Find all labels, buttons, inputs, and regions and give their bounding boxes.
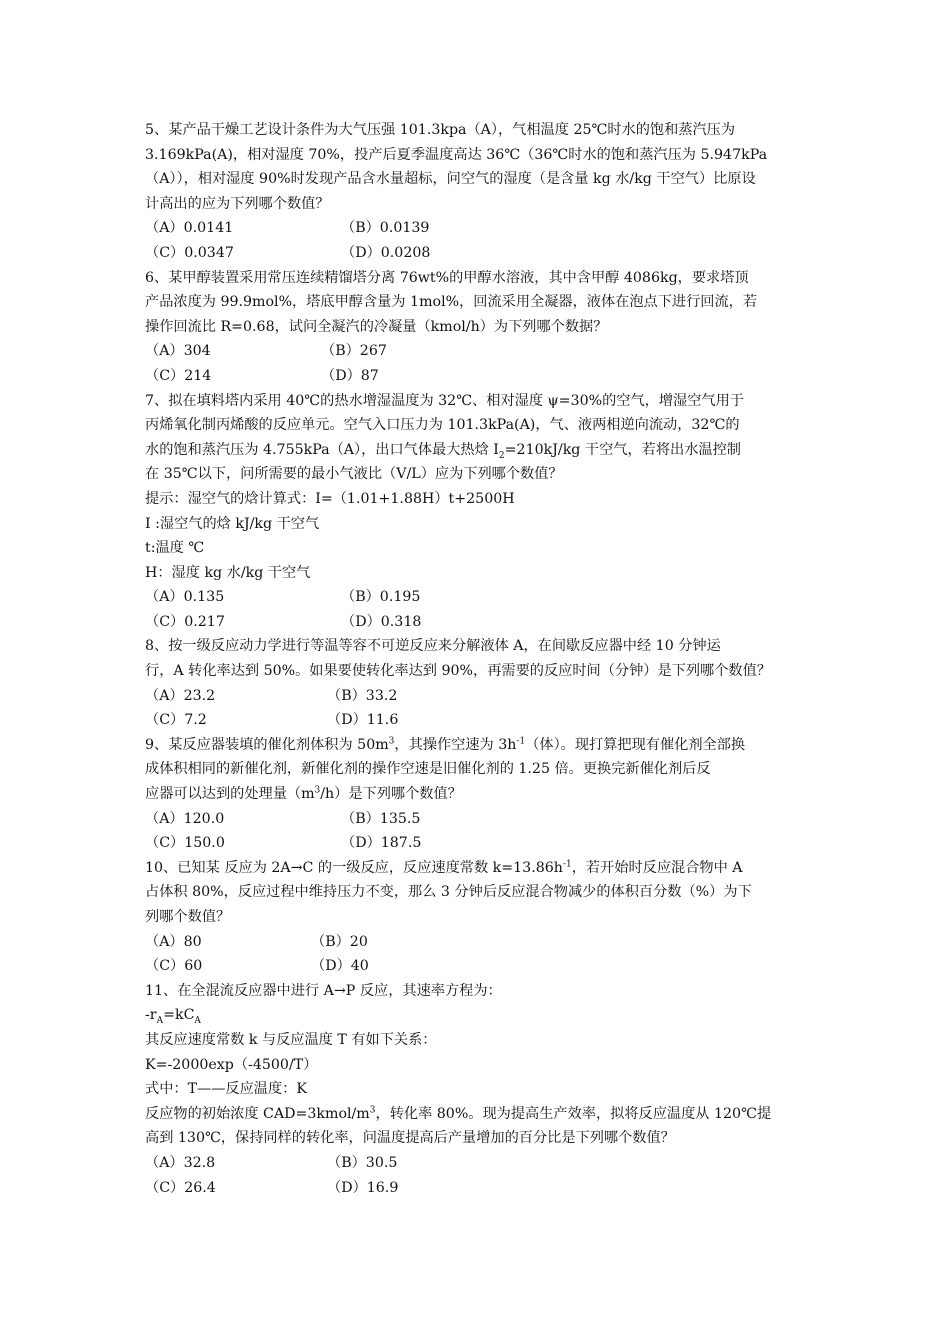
option-b: （B）0.195 — [341, 589, 421, 606]
question-text: 在 35℃以下，问所需要的最小气液比（V/L）应为下列哪个数值？ — [145, 466, 563, 483]
text-segment: 9、某反应器装填的催化剂体积为 50m — [145, 736, 389, 753]
definition-t: t:温度 ℃ — [145, 540, 205, 557]
option-c: （C）150.0 — [145, 835, 225, 852]
option-d: （D）40 — [311, 958, 369, 975]
option-c: （C）0.217 — [145, 613, 225, 630]
text-segment: /h）是下列哪个数值？ — [320, 786, 462, 803]
text-segment: -r — [145, 1007, 157, 1024]
option-c: （C）26.4 — [145, 1179, 216, 1196]
question-text: 操作回流比 R=0.68，试问全凝汽的冷凝量（kmol/h）为下列哪个数据？ — [145, 318, 608, 335]
option-b: （B）30.5 — [327, 1154, 398, 1171]
question-text: 列哪个数值？ — [145, 909, 231, 925]
options-row — [145, 930, 815, 955]
option-b: （B）0.0139 — [341, 220, 430, 237]
question-text: 计高出的应为下列哪个数值？ — [145, 195, 330, 212]
options-row — [145, 1176, 815, 1201]
question-text: 其反应速度常数 k 与反应温度 T 有如下关系： — [145, 1031, 437, 1048]
question-text: 丙烯氧化制丙烯酸的反应单元。空气入口压力为 101.3kPa(A)，气、液两相逆向流动，32℃的 — [145, 417, 740, 434]
question-text: 高到 130℃，保持同样的转化率，问温度提高后产量增加的百分比是下列哪个数值？ — [145, 1130, 675, 1147]
question-5 — [145, 118, 815, 266]
options-row — [145, 831, 815, 856]
question-text: 占体积 80%，反应过程中维持压力不变，那么 3 分钟后反应混合物减少的体积百分数（%）为下 — [145, 884, 752, 901]
option-d: （D）87 — [321, 367, 379, 384]
option-d: （D）16.9 — [327, 1179, 399, 1196]
question-9 — [145, 733, 815, 856]
superscript: -1 — [562, 859, 572, 870]
question-text: 3.169kPa(A)，相对湿度 70%，投产后夏季温度高达 36℃（36℃时水的饱和蒸汽压为 5.947kPa — [145, 146, 768, 163]
question-text: 产品浓度为 99.9mol%，塔底甲醇含量为 1mol%，回流采用全凝器，液体在泡点下进行回流，若 — [145, 294, 758, 311]
text-segment: （体）。现打算把现有催化剂全部换 — [525, 736, 746, 753]
question-text — [145, 438, 815, 463]
text-segment: =210kJ/kg 干空气，若将出水温控制 — [504, 441, 741, 458]
option-c: （C）7.2 — [145, 712, 207, 729]
options-row — [145, 684, 815, 709]
question-text — [145, 782, 815, 807]
option-d: （D）187.5 — [341, 835, 422, 852]
text-segment: 应器可以达到的处理量（m — [145, 786, 315, 803]
question-text: （A）），相对湿度 90%时发现产品含水量超标，问空气的湿度（是含量 kg 水/kg 干空气）比原设 — [145, 171, 756, 188]
subscript: A — [194, 1016, 201, 1027]
option-a: （A）23.2 — [145, 687, 216, 704]
option-a: （A）0.0141 — [145, 220, 234, 237]
text-segment: ，其操作空速为 3h — [394, 736, 517, 753]
question-text: 8、按一级反应动力学进行等温等容不可逆反应来分解液体 A，在间歇反应器中经 10 分钟运 — [145, 638, 721, 655]
options-row — [145, 339, 815, 364]
rate-equation — [145, 1003, 815, 1028]
options-row — [145, 241, 815, 266]
option-c: （C）0.0347 — [145, 244, 234, 261]
question-text — [145, 1102, 815, 1127]
options-row — [145, 807, 815, 832]
option-d: （D）0.318 — [341, 613, 422, 630]
option-c: （C）60 — [145, 958, 203, 975]
option-a: （A）120.0 — [145, 810, 225, 827]
option-a: （A）32.8 — [145, 1154, 216, 1171]
question-11 — [145, 979, 815, 1200]
option-b: （B）267 — [321, 343, 387, 360]
superscript: -1 — [516, 736, 526, 747]
text-segment: ，若开始时反应混合物中 A — [571, 859, 743, 876]
option-c: （C）214 — [145, 367, 212, 384]
hint-text: 提示：湿空气的焓计算式：I=（1.01+1.88H）t+2500H — [145, 490, 515, 507]
definition-i: I :湿空气的焓 kJ/kg 干空气 — [145, 515, 320, 532]
question-text: 式中：T——反应温度：K — [145, 1081, 307, 1098]
superscript: 3 — [388, 736, 395, 747]
question-text: 6、某甲醇装置采用常压连续精馏塔分离 76wt%的甲醇水溶液，其中含甲醇 4086kg，要求塔顶 — [145, 269, 749, 286]
option-b: （B）20 — [311, 933, 368, 950]
option-b: （B）135.5 — [341, 810, 421, 827]
question-8 — [145, 634, 815, 732]
question-text: 行，A 转化率达到 50%。如果要使转化率达到 90%，再需要的反应时间（分钟）是下列哪个数值？ — [145, 663, 771, 680]
options-row — [145, 610, 815, 635]
text-segment: 反应物的初始浓度 CAD=3kmol/m — [145, 1105, 370, 1122]
options-row — [145, 1151, 815, 1176]
option-d: （D）11.6 — [327, 712, 399, 729]
question-text — [145, 733, 815, 758]
superscript: 3 — [369, 1105, 376, 1116]
subscript: 2 — [498, 450, 505, 461]
option-b: （B）33.2 — [327, 687, 398, 704]
subscript: A — [156, 1016, 164, 1027]
question-text — [145, 856, 815, 881]
text-segment: 水的饱和蒸汽压为 4.755kPa（A），出口气体最大热焓 I — [145, 441, 499, 458]
option-d: （D）0.0208 — [341, 244, 431, 261]
question-6 — [145, 266, 815, 389]
question-text: 成体积相同的新催化剂，新催化剂的操作空速是旧催化剂的 1.25 倍。更换完新催化剂后反 — [145, 761, 711, 778]
question-7 — [145, 389, 815, 635]
options-row — [145, 585, 815, 610]
question-text: 5、某产品干燥工艺设计条件为大气压强 101.3kpa（A），气相温度 25℃时水的饱和蒸汽压为 — [145, 122, 736, 138]
text-segment: =kC — [163, 1007, 195, 1024]
document-page — [145, 118, 815, 1200]
rate-constant-equation: K=-2000exp（-4500/T） — [145, 1056, 318, 1073]
options-row — [145, 954, 815, 979]
text-segment: ，转化率 80%。现为提高生产效率，拟将反应温度从 120℃提 — [375, 1105, 772, 1122]
options-row — [145, 216, 815, 241]
option-a: （A）80 — [145, 933, 202, 950]
text-segment: 10、已知某 反应为 2A→C 的一级反应，反应速度常数 k=13.86h — [145, 859, 563, 876]
options-row — [145, 364, 815, 389]
question-text: 11、在全混流反应器中进行 A→P 反应，其速率方程为： — [145, 982, 502, 999]
option-a: （A）304 — [145, 343, 211, 360]
options-row — [145, 708, 815, 733]
definition-h: H：湿度 kg 水/kg 干空气 — [145, 564, 311, 581]
option-a: （A）0.135 — [145, 589, 225, 606]
superscript: 3 — [314, 785, 321, 796]
question-text: 7、拟在填料塔内采用 40℃的热水增湿温度为 32℃、相对湿度 ψ=30%的空气，增湿空气用于 — [145, 392, 744, 409]
question-10 — [145, 856, 815, 979]
